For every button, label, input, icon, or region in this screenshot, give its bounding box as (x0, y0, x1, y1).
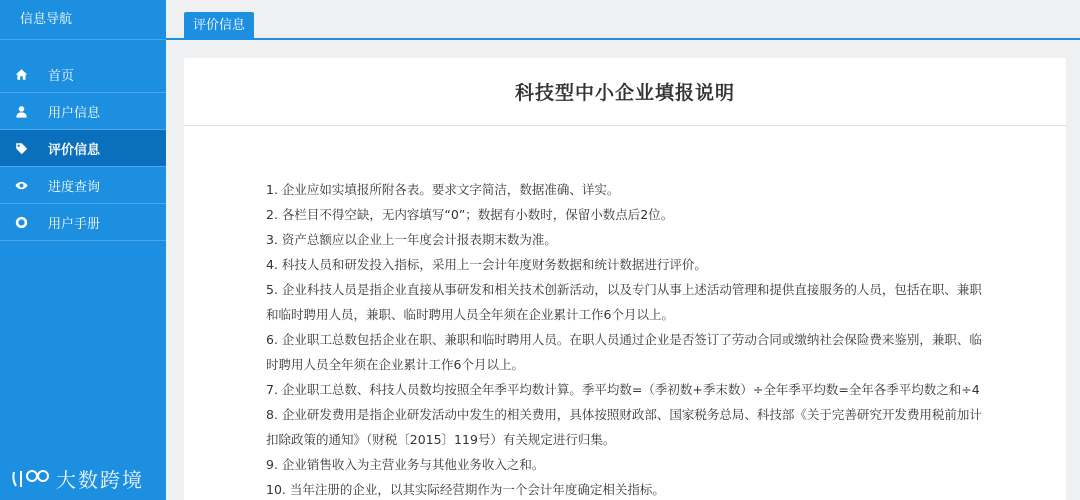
main-area (166, 0, 1080, 500)
home-icon (14, 67, 28, 81)
instruction-list (266, 177, 986, 500)
instruction-item: 8. 企业研发费用是指企业研发活动中发生的相关费用，具体按照财政部、国家税务总局、科技部《关于完善研究开发费用税前加计扣除政策的通知》（财税〔2015〕119号）有关规定进行归集。 (266, 407, 982, 447)
tag-icon (14, 141, 28, 155)
instruction-item: 6. 企业职工总数包括企业在职、兼职和临时聘用人员。在职人员通过企业是否签订了劳动合同或缴纳社会保险费来鉴别，兼职、临时聘用人员全年须在企业累计工作6个月以上。 (266, 332, 982, 372)
eye-icon (14, 178, 28, 192)
user-icon (14, 104, 28, 118)
instruction-item: 5. 企业科技人员是指企业直接从事研发和相关技术创新活动，以及专门从事上述活动管理和提供直接服务的人员，包括在职、兼职和临时聘用人员，兼职、临时聘用人员全年须在企业累计工作6个月以上。 (266, 282, 982, 322)
instruction-item: 2. 各栏目不得空缺，无内容填写“0”；数据有小数时，保留小数点后2位。 (266, 207, 674, 222)
instruction-item: 1. 企业应如实填报所附各表。要求文字简洁，数据准确、详实。 (266, 182, 620, 197)
sidebar-item-label: 进度查询 (48, 179, 101, 195)
watermark (10, 464, 144, 493)
sidebar-item-label: 评价信息 (48, 142, 101, 158)
instruction-item: 4. 科技人员和研发投入指标，采用上一会计年度财务数据和统计数据进行评价。 (266, 257, 707, 272)
instruction-item: 3. 资产总额应以企业上一年度会计报表期末数为准。 (266, 232, 557, 247)
sidebar-item-user-info[interactable] (0, 93, 166, 130)
sidebar-item-evaluation-info[interactable] (0, 130, 166, 167)
instruction-item: 9. 企业销售收入为主营业务与其他业务收入之和。 (266, 457, 545, 472)
sidebar-item-label: 首页 (48, 68, 75, 84)
sidebar-title: 信息导航 (0, 0, 166, 40)
watermark-logo-icon (10, 466, 50, 492)
content-panel (184, 58, 1066, 500)
page-title: 科技型中小企业填报说明 (514, 82, 735, 104)
sidebar-item-progress-query[interactable] (0, 167, 166, 204)
panel-header (184, 58, 1066, 126)
instruction-item: 7. 企业职工总数、科技人员数均按照全年季平均数计算。季平均数=（季初数+季末数）÷全年季平均数=全年各季平均数之和÷4 (266, 382, 980, 397)
sidebar-nav (0, 56, 166, 241)
sidebar (0, 0, 166, 500)
sidebar-item-user-manual[interactable] (0, 204, 166, 241)
sidebar-item-label: 用户信息 (48, 105, 101, 121)
instruction-item: 10. 当年注册的企业，以其实际经营期作为一个会计年度确定相关指标。 (266, 482, 665, 497)
circle-icon (14, 215, 28, 229)
sidebar-item-label: 用户手册 (48, 216, 101, 232)
sidebar-item-home[interactable] (0, 56, 166, 93)
watermark-text: 大数跨境 (56, 468, 144, 492)
tab-bar (166, 0, 1080, 40)
tab-evaluation-info[interactable]: 评价信息 (184, 12, 254, 40)
